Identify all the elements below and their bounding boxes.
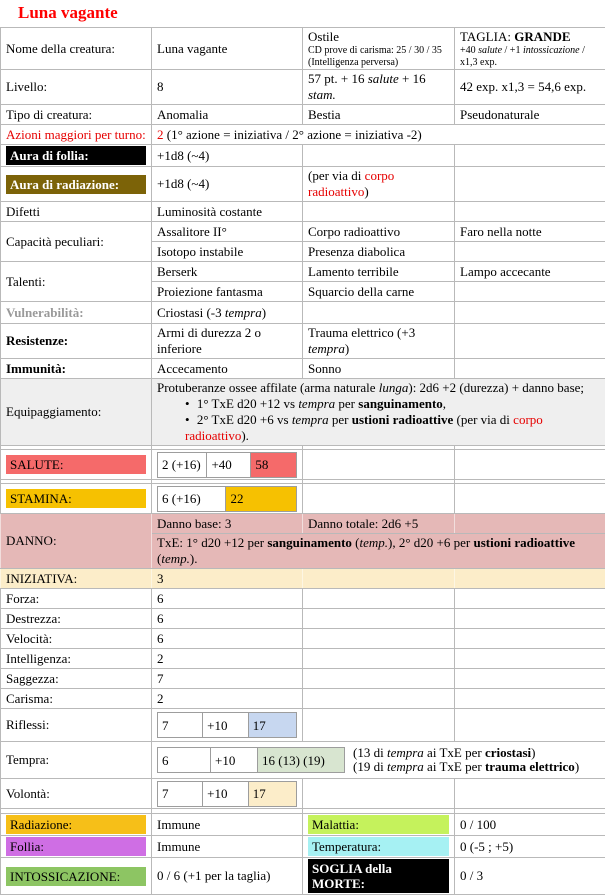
row-vulnerabilita	[1, 302, 605, 324]
riflessi-bonus-box: +10	[203, 713, 249, 738]
difetti-empty-2	[455, 202, 605, 222]
riflessi-mini-table	[157, 712, 297, 738]
row-azioni	[1, 125, 605, 145]
row-iniziativa	[1, 569, 605, 589]
talenti-2-3	[455, 282, 605, 302]
temperatura-value: 0 (-5 ; +5)	[455, 836, 605, 858]
tempra-note-2: (19 di tempra ai TxE per trauma elettrico)	[353, 760, 579, 774]
talenti-1-3: Lampo accecante	[455, 262, 605, 282]
page-title: Luna vagante	[18, 3, 605, 23]
salute-total-box: 58	[251, 452, 297, 477]
row-difetti	[1, 202, 605, 222]
talenti-2-2: Squarcio della carne	[303, 282, 455, 302]
riflessi-label: Riflessi:	[1, 709, 152, 742]
salute-empty-1	[303, 450, 455, 480]
radiazione-label: Radiazione:	[6, 815, 146, 834]
vulnerabilita-value: Criostasi (-3 tempra)	[152, 302, 303, 324]
row-stat-carisma	[1, 689, 605, 709]
capacita-1-3: Faro nella notte	[455, 222, 605, 242]
capacita-2-1: Isotopo instabile	[152, 242, 303, 262]
forza-label: Forza:	[1, 589, 152, 609]
tipo-value-3: Pseudonaturale	[455, 105, 605, 125]
salute-bonus-box: +40	[207, 452, 251, 477]
volonta-boxes	[152, 779, 303, 809]
soglia-morte-label: SOGLIA della MORTE:	[308, 859, 449, 893]
row-radiazione-malattia	[1, 814, 605, 836]
saggezza-label: Saggezza:	[1, 669, 152, 689]
velocita-value: 6	[152, 629, 303, 649]
row-livello	[1, 70, 605, 105]
row-danno-1	[1, 514, 605, 534]
resistenze-empty	[455, 324, 605, 359]
resistenze-label: Resistenze:	[1, 324, 152, 359]
livello-points: 57 pt. + 16 salute + 16 stam.	[303, 70, 455, 105]
follia-value: Immune	[152, 836, 303, 858]
riflessi-total-box: 17	[248, 713, 296, 738]
volonta-base-box: 7	[158, 781, 203, 806]
size-cell	[455, 28, 605, 70]
danno-txe: TxE: 1° d20 +12 per sanguinamento (temp.), 2° d20 +6 per ustioni radioattive (temp.).	[152, 534, 605, 569]
row-immunita	[1, 359, 605, 379]
aura-radiazione-label: Aura di radiazione:	[6, 175, 146, 194]
follia-label: Follia:	[6, 837, 146, 856]
capacita-label: Capacità peculiari:	[1, 222, 152, 262]
difetti-empty-1	[303, 202, 455, 222]
riflessi-base-box: 7	[158, 713, 203, 738]
forza-value: 6	[152, 589, 303, 609]
tempra-notes	[345, 746, 579, 774]
row-stat-intelligenza	[1, 649, 605, 669]
row-salute	[1, 450, 605, 480]
creature-stat-table	[0, 27, 605, 895]
vulnerabilita-label: Vulnerabilità:	[1, 302, 152, 324]
aura-radiazione-value: +1d8 (~4)	[152, 167, 303, 202]
row-equipaggiamento	[1, 379, 605, 446]
riflessi-empty-1	[303, 709, 455, 742]
salute-boxes	[152, 450, 303, 480]
immunita-empty	[455, 359, 605, 379]
row-tempra	[1, 742, 605, 779]
volonta-label: Volontà:	[1, 779, 152, 809]
stamina-base-box: 6 (+16)	[158, 486, 226, 511]
stamina-empty-2	[455, 484, 605, 514]
stamina-label: STAMINA:	[6, 489, 146, 508]
talenti-label: Talenti:	[1, 262, 152, 302]
aura-follia-value: +1d8 (~4)	[152, 145, 303, 167]
saggezza-value: 7	[152, 669, 303, 689]
danno-base: Danno base: 3	[152, 514, 303, 534]
tempra-total-box: 16 (13) (19)	[258, 748, 345, 773]
immunita-label: Immunità:	[1, 359, 152, 379]
danno-label: DANNO:	[1, 514, 152, 569]
equip-bullet-2: • 2° TxE d20 +6 vs tempra per ustioni radioattive (per via di corpo radioattivo).	[185, 412, 600, 444]
soglia-morte-value: 0 / 3	[455, 858, 605, 895]
danno-empty	[455, 514, 605, 534]
vulnerabilita-empty-2	[455, 302, 605, 324]
equip-bullet-1: • 1° TxE d20 +12 vs tempra per sanguinamento,	[185, 396, 600, 412]
immunita-value-2: Sonno	[303, 359, 455, 379]
tempra-boxes-and-notes	[152, 742, 605, 779]
carisma-value: 2	[152, 689, 303, 709]
radiazione-value: Immune	[152, 814, 303, 836]
tempra-mini-table	[157, 747, 345, 773]
intossicazione-label: INTOSSICAZIONE:	[6, 867, 146, 886]
row-intossicazione-soglia	[1, 858, 605, 895]
capacita-2-3	[455, 242, 605, 262]
livello-exp: 42 exp. x1,3 = 54,6 exp.	[455, 70, 605, 105]
row-volonta	[1, 779, 605, 809]
tempra-base-box: 6	[158, 748, 211, 773]
volonta-bonus-box: +10	[203, 781, 249, 806]
salute-mini-table	[157, 452, 297, 478]
salute-label: SALUTE:	[6, 455, 146, 474]
iniziativa-empty-1	[303, 569, 455, 589]
tipo-value-2: Bestia	[303, 105, 455, 125]
talenti-2-1: Proiezione fantasma	[152, 282, 303, 302]
resistenze-value-1: Armi di durezza 2 o inferiore	[152, 324, 303, 359]
row-aura-radiazione	[1, 167, 605, 202]
row-stamina	[1, 484, 605, 514]
capacita-2-2: Presenza diabolica	[303, 242, 455, 262]
capacita-1-2: Corpo radioattivo	[303, 222, 455, 242]
equip-label: Equipaggiamento:	[1, 379, 152, 446]
row-capacita-1	[1, 222, 605, 242]
attitude-cell	[303, 28, 455, 70]
capacita-1-1: Assalitore II°	[152, 222, 303, 242]
nome-label: Nome della creatura:	[1, 28, 152, 70]
intelligenza-value: 2	[152, 649, 303, 669]
row-stat-velocita	[1, 629, 605, 649]
carisma-label: Carisma:	[1, 689, 152, 709]
malattia-value: 0 / 100	[455, 814, 605, 836]
row-tipo	[1, 105, 605, 125]
size-line: TAGLIA: GRANDE	[460, 29, 600, 45]
difetti-label: Difetti	[1, 202, 152, 222]
tempra-bonus-box: +10	[211, 748, 258, 773]
azioni-label: Azioni maggiori per turno:	[1, 125, 152, 145]
destrezza-label: Destrezza:	[1, 609, 152, 629]
row-aura-follia	[1, 145, 605, 167]
volonta-empty-2	[455, 779, 605, 809]
size-note: +40 salute / +1 intossicazione / x1,3 exp.	[460, 45, 600, 68]
destrezza-value: 6	[152, 609, 303, 629]
row-follia-temperatura	[1, 836, 605, 858]
talenti-1-1: Berserk	[152, 262, 303, 282]
aura-radiazione-note: (per via di corpo radioattivo)	[303, 167, 455, 202]
malattia-label: Malattia:	[308, 815, 449, 834]
salute-base-box: 2 (+16)	[158, 452, 207, 477]
aura-follia-empty-2	[455, 145, 605, 167]
vulnerabilita-empty-1	[303, 302, 455, 324]
tempra-label: Tempra:	[1, 742, 152, 779]
iniziativa-empty-2	[455, 569, 605, 589]
aura-follia-label: Aura di follia:	[6, 146, 146, 165]
tipo-value-1: Anomalia	[152, 105, 303, 125]
stamina-boxes	[152, 484, 303, 514]
aura-follia-empty-1	[303, 145, 455, 167]
row-riflessi	[1, 709, 605, 742]
intossicazione-value: 0 / 6 (+1 per la taglia)	[152, 858, 303, 895]
nome-value: Luna vagante	[152, 28, 303, 70]
row-nome	[1, 28, 605, 70]
salute-empty-2	[455, 450, 605, 480]
azioni-value: 2 (1° azione = iniziativa / 2° azione = iniziativa -2)	[152, 125, 605, 145]
riflessi-boxes	[152, 709, 303, 742]
livello-value: 8	[152, 70, 303, 105]
talenti-1-2: Lamento terribile	[303, 262, 455, 282]
stamina-mini-table	[157, 486, 297, 512]
stamina-empty-1	[303, 484, 455, 514]
equip-line1: Protuberanze ossee affilate (arma naturale lunga): 2d6 +2 (durezza) + danno base;	[157, 380, 600, 396]
row-talenti-1	[1, 262, 605, 282]
volonta-mini-table	[157, 781, 297, 807]
row-resistenze	[1, 324, 605, 359]
aura-radiazione-empty	[455, 167, 605, 202]
equip-value	[152, 379, 605, 446]
volonta-total-box: 17	[248, 781, 296, 806]
riflessi-empty-2	[455, 709, 605, 742]
tipo-label: Tipo di creatura:	[1, 105, 152, 125]
row-stat-saggezza	[1, 669, 605, 689]
attitude-note: (Intelligenza perversa)	[308, 57, 449, 69]
volonta-empty-1	[303, 779, 455, 809]
difetti-value: Luminosità costante	[152, 202, 303, 222]
attitude-cd: CD prove di carisma: 25 / 30 / 35	[308, 45, 449, 57]
livello-label: Livello:	[1, 70, 152, 105]
temperatura-label: Temperatura:	[308, 837, 449, 856]
stamina-total-box: 22	[226, 486, 297, 511]
immunita-value-1: Accecamento	[152, 359, 303, 379]
iniziativa-value: 3	[152, 569, 303, 589]
tempra-note-1: (13 di tempra ai TxE per criostasi)	[353, 746, 579, 760]
resistenze-value-2: Trauma elettrico (+3 tempra)	[303, 324, 455, 359]
row-stat-destrezza	[1, 609, 605, 629]
velocita-label: Velocità:	[1, 629, 152, 649]
attitude-value: Ostile	[308, 29, 449, 45]
row-stat-forza	[1, 589, 605, 609]
danno-totale: Danno totale: 2d6 +5	[303, 514, 455, 534]
intelligenza-label: Intelligenza:	[1, 649, 152, 669]
iniziativa-label: INIZIATIVA:	[1, 569, 152, 589]
